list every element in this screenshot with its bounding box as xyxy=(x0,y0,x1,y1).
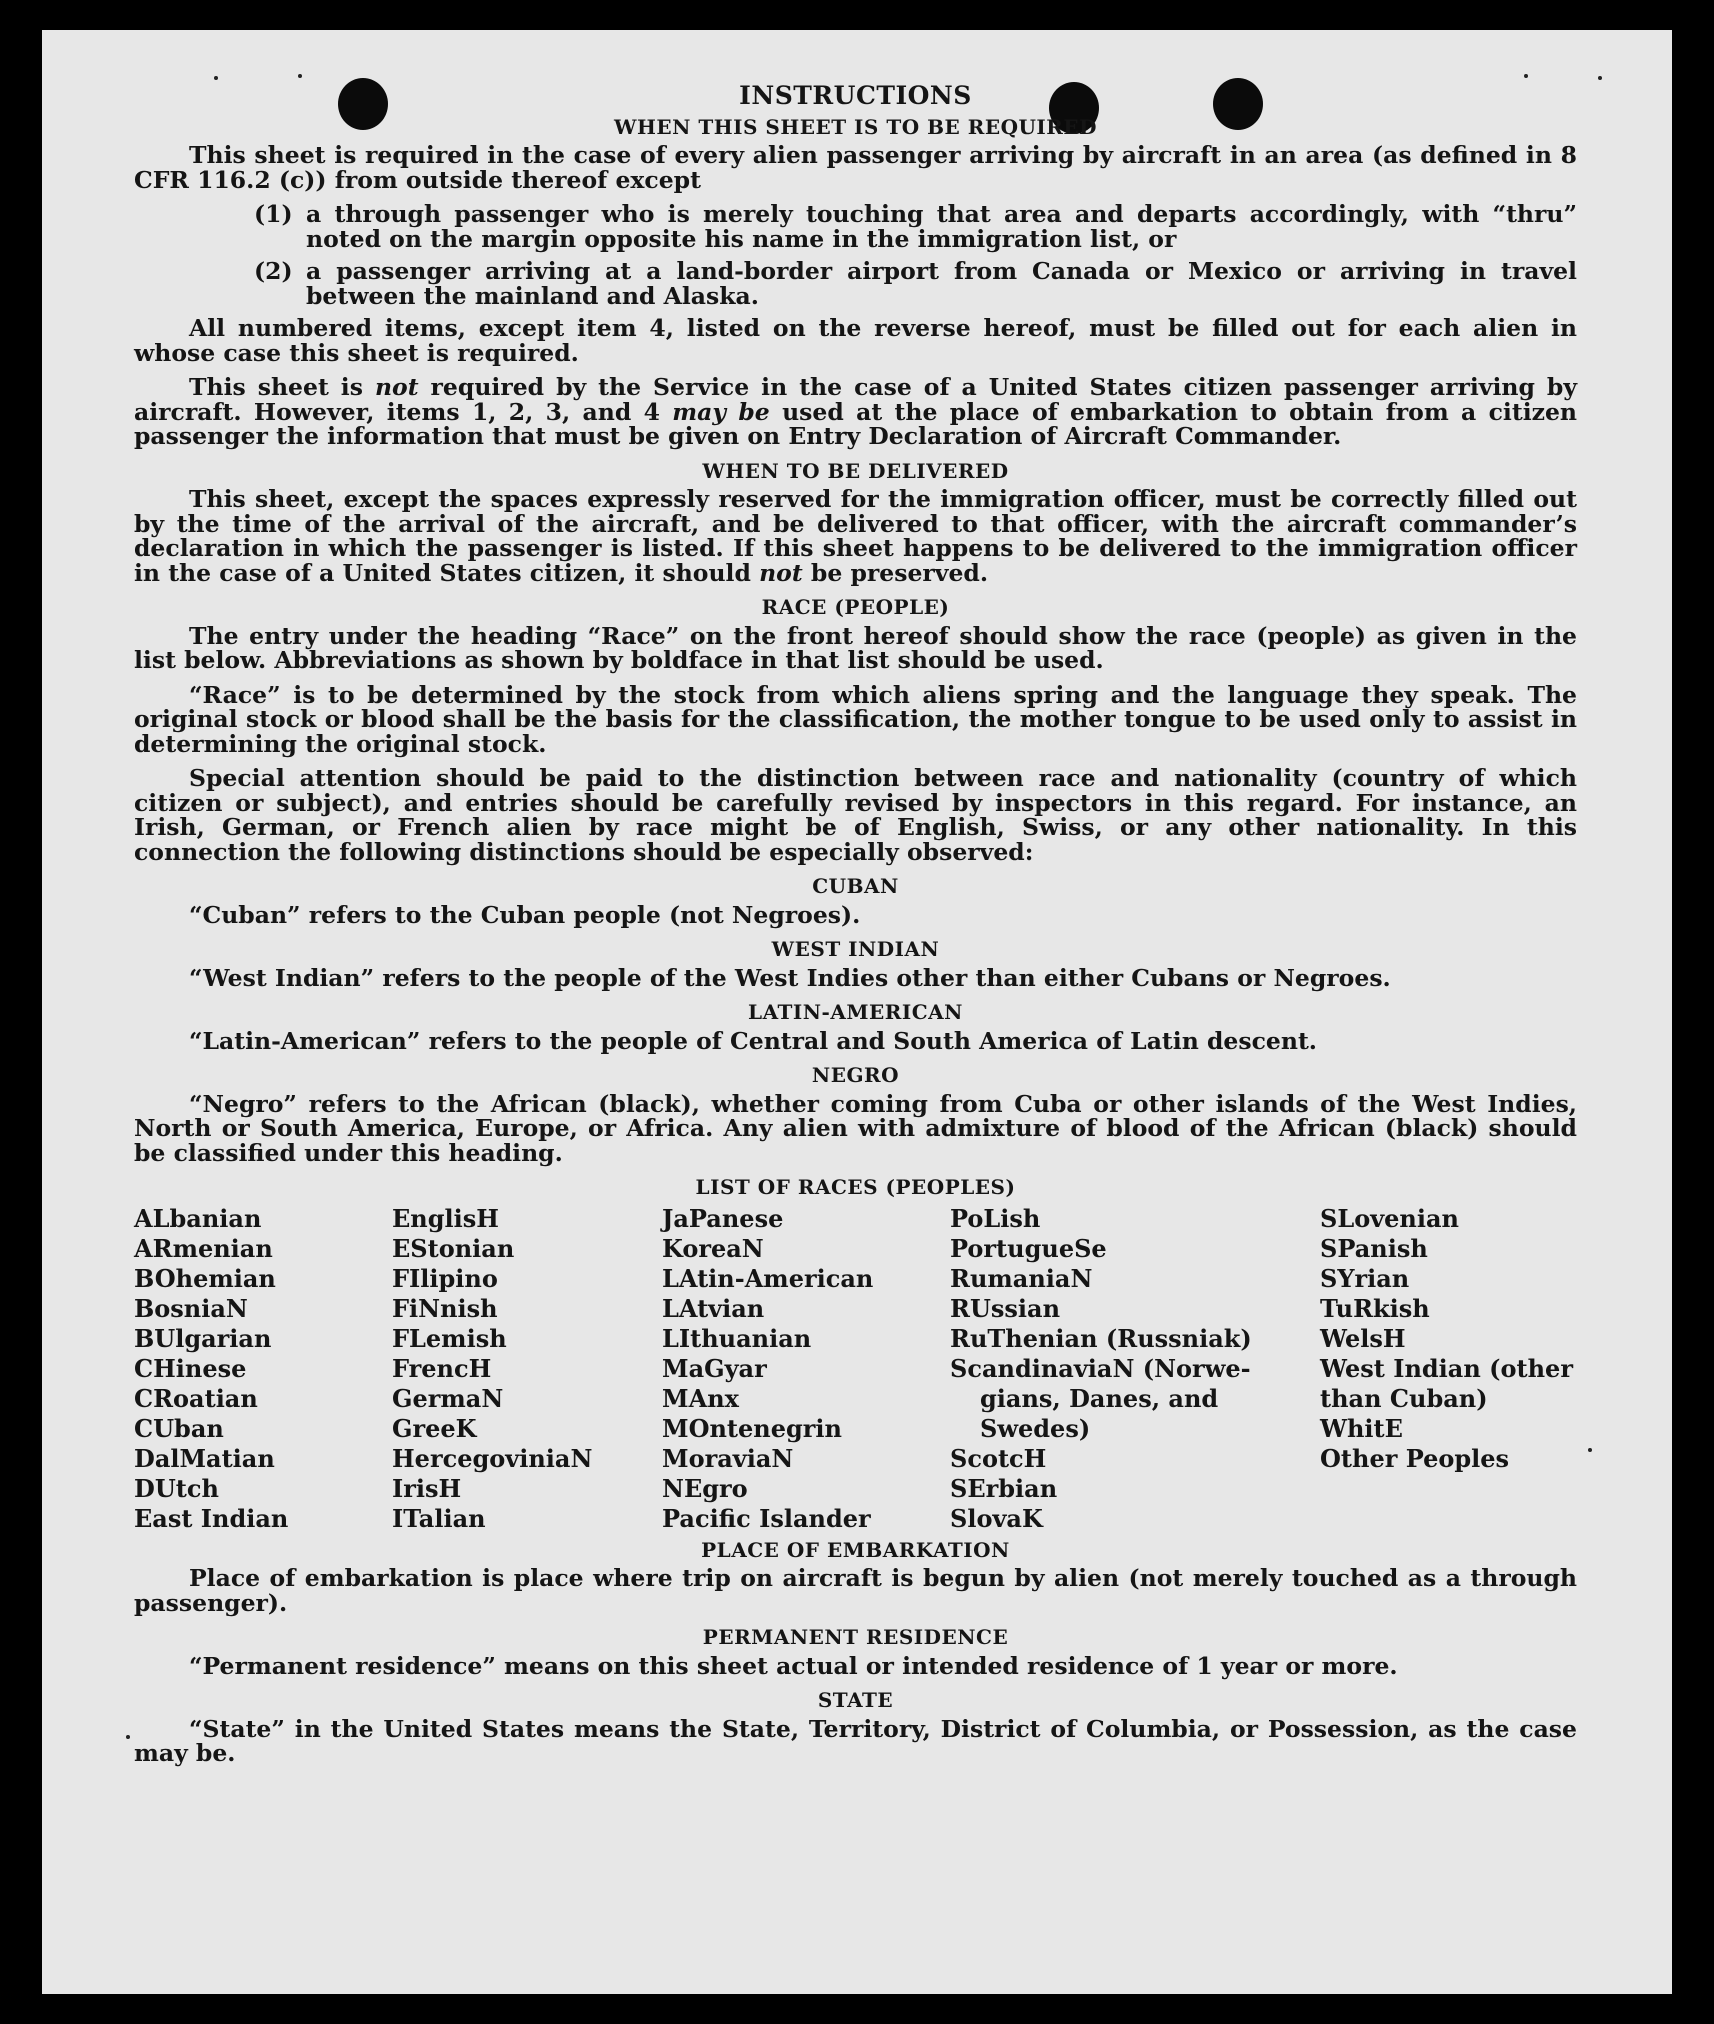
race-entry: SLovenian xyxy=(1320,1203,1459,1233)
race-entry: ScandinaviaN (Norwe- xyxy=(950,1353,1251,1383)
race-entry: BOhemian xyxy=(134,1263,276,1293)
race-entry: LIthuanian xyxy=(662,1323,812,1353)
speck xyxy=(1598,76,1602,80)
heading-cuban: CUBAN xyxy=(812,874,899,898)
race-entry: Pacific Islander xyxy=(662,1503,871,1533)
instructions-content xyxy=(134,81,1578,1776)
speck xyxy=(214,76,218,80)
heading-negro: NEGRO xyxy=(811,1063,900,1087)
document-sheet xyxy=(42,30,1672,1994)
race-entry: BUlgarian xyxy=(134,1323,272,1353)
race-entry: IrisH xyxy=(392,1473,462,1503)
speck xyxy=(126,1735,130,1739)
race-entry: LAtvian xyxy=(662,1293,765,1323)
race-entry: EnglisH xyxy=(392,1203,499,1233)
heading-state: STATE xyxy=(817,1688,894,1712)
race-entry: RUssian xyxy=(950,1293,1061,1323)
race-entry: GermaN xyxy=(392,1383,504,1413)
races-column-2 xyxy=(392,1204,662,1534)
race-entry: ALbanian xyxy=(134,1203,262,1233)
negro-text: “Negro” refers to the African (black), whether coming from Cuba or other islands of the West Indies, North or South America, Europe, or Africa. Any alien with admixture of blood of the African (black) should be classified under this heading. xyxy=(134,1089,1577,1167)
race-entry: SPanish xyxy=(1320,1233,1428,1263)
heading-required: WHEN THIS SHEET IS TO BE REQUIRED xyxy=(614,114,1097,139)
race-entry: FiNnish xyxy=(392,1293,498,1323)
race-entry: RumaniaN xyxy=(950,1263,1093,1293)
race-entry: FIlipino xyxy=(392,1263,498,1293)
race-entry: BosniaN xyxy=(134,1293,248,1323)
race-entry: PortugueSe xyxy=(950,1233,1107,1263)
race-entry: JaPanese xyxy=(662,1203,784,1233)
races-list xyxy=(134,1204,1577,1534)
race-entry: LAtin-American xyxy=(662,1263,874,1293)
race-entry: West Indian (other xyxy=(1320,1353,1573,1383)
race-entry: SYrian xyxy=(1320,1263,1410,1293)
page-title: INSTRUCTIONS xyxy=(739,81,972,110)
race-entry: MOntenegrin xyxy=(662,1413,842,1443)
race-entry: RuThenian (Russniak) xyxy=(950,1323,1252,1353)
text-run: This sheet is xyxy=(189,373,375,401)
race-entry: MaGyar xyxy=(662,1353,767,1383)
race-entry: TuRkish xyxy=(1320,1293,1430,1323)
race-para-3: Special attention should be paid to the distinction between race and nationality (country of which citizen or subject), and entries should be carefully revised by inspectors in this regard. For instance, an Irish, German, or French alien by race might be of English, Swiss, or any other nationality. In this connection the following distinctions should be especially observed: xyxy=(134,764,1577,866)
race-entry: Swedes) xyxy=(980,1413,1091,1443)
race-entry: CHinese xyxy=(134,1353,247,1383)
italic-text: not xyxy=(374,373,419,401)
text-run: required by the Service in the case of a United States citizen passenger arriving by aircraft. However, items 1, 2, 3, and 4 xyxy=(134,373,1577,426)
text-run: This sheet, except the spaces expressly reserved for the immigration officer, must be correctly filled out by the time of the arrival of the aircraft, and be delivered to that officer, with the aircraft commander’s declaration in which the passenger is listed. If this sheet happens to be delivered to the immigration officer in the case of a United States citizen, it should xyxy=(134,485,1577,587)
text-run: be preserved. xyxy=(802,558,989,587)
item-number: (2) xyxy=(254,257,293,285)
race-entry: PoLish xyxy=(950,1203,1041,1233)
race-entry: CUban xyxy=(134,1413,224,1443)
race-entry: than Cuban) xyxy=(1320,1383,1488,1413)
races-column-5 xyxy=(1320,1204,1577,1534)
races-column-4 xyxy=(950,1204,1320,1534)
heading-latin-american: LATIN-AMERICAN xyxy=(748,1000,963,1024)
race-entry: ITalian xyxy=(392,1503,486,1533)
numbered-item-1 xyxy=(254,202,1577,251)
race-entry: WhitE xyxy=(1320,1413,1403,1443)
race-entry: NEgro xyxy=(662,1473,748,1503)
heading-race: RACE (PEOPLE) xyxy=(761,595,950,619)
numbered-item-2 xyxy=(254,259,1577,308)
race-entry: SlovaK xyxy=(950,1503,1043,1533)
race-entry: GreeK xyxy=(392,1413,477,1443)
race-entry: MoraviaN xyxy=(662,1443,794,1473)
embarkation-text: Place of embarkation is place where trip on aircraft is begun by alien (not merely touched as a through passenger). xyxy=(134,1564,1577,1617)
race-entry: EStonian xyxy=(392,1233,515,1263)
state-text: “State” in the United States means the State, Territory, District of Columbia, or Possession, as the case may be. xyxy=(134,1714,1577,1767)
west-indian-text: “West Indian” refers to the people of the West Indies other than either Cubans or Negroes. xyxy=(189,963,1391,992)
speck xyxy=(1524,74,1528,78)
race-para-1: The entry under the heading “Race” on the front hereof should show the race (people) as given in the list below. Abbreviations as shown by boldface in that list should be used. xyxy=(134,621,1577,674)
races-column-3 xyxy=(662,1204,950,1534)
race-entry: CRoatian xyxy=(134,1383,258,1413)
race-entry: HercegoviniaN xyxy=(392,1443,593,1473)
race-entry: ScotcH xyxy=(950,1443,1047,1473)
item-text: a passenger arriving at a land-border airport from Canada or Mexico or arriving in travel between the mainland and Alaska. xyxy=(306,257,1577,310)
speck xyxy=(298,74,302,78)
residence-text: “Permanent residence” means on this sheet actual or intended residence of 1 year or more. xyxy=(189,1651,1398,1680)
race-entry: ARmenian xyxy=(134,1233,273,1263)
race-entry: KoreaN xyxy=(662,1233,764,1263)
heading-embarkation: PLACE OF EMBARKATION xyxy=(701,1537,1010,1562)
required-para-3 xyxy=(134,375,1577,449)
race-entry: SErbian xyxy=(950,1473,1058,1503)
race-entry: Other Peoples xyxy=(1320,1443,1510,1473)
text-run: used at the place of embarkation to obtain from a citizen passenger the information that must be given on Entry Declaration of Aircraft Commander. xyxy=(134,397,1578,450)
race-entry: gians, Danes, and xyxy=(980,1383,1219,1413)
required-intro: This sheet is required in the case of every alien passenger arriving by aircraft in an area (as defined in 8 CFR 116.2 (c)) from outside thereof except xyxy=(134,141,1577,194)
item-number: (1) xyxy=(254,200,293,228)
latin-american-text: “Latin-American” refers to the people of Central and South America of Latin descent. xyxy=(189,1026,1317,1055)
race-entry: MAnx xyxy=(662,1383,739,1413)
heading-delivered: WHEN TO BE DELIVERED xyxy=(702,458,1009,483)
race-entry: FLemish xyxy=(392,1323,507,1353)
italic-text: not xyxy=(759,558,803,587)
heading-list-of-races: LIST OF RACES (PEOPLES) xyxy=(695,1175,1016,1199)
italic-text: may be xyxy=(672,397,770,426)
item-text: a through passenger who is merely touching that area and departs accordingly, with “thru” noted on the margin opposite his name in the immigration list, or xyxy=(306,200,1577,253)
race-entry: East Indian xyxy=(134,1503,289,1533)
race-entry: DalMatian xyxy=(134,1443,275,1473)
race-para-2: “Race” is to be determined by the stock from which aliens spring and the language they speak. The original stock or blood shall be the basis for the classification, the mother tongue to be used only to assist in determining the original stock. xyxy=(134,680,1577,758)
race-entry: DUtch xyxy=(134,1473,219,1503)
speck xyxy=(1588,1448,1592,1452)
race-entry: FrencH xyxy=(392,1353,492,1383)
delivered-text xyxy=(134,487,1577,585)
race-entry: WelsH xyxy=(1320,1323,1406,1353)
required-para-2: All numbered items, except item 4, listed on the reverse hereof, must be filled out for each alien in whose case this sheet is required. xyxy=(134,314,1577,367)
heading-west-indian: WEST INDIAN xyxy=(771,937,940,961)
heading-permanent-residence: PERMANENT RESIDENCE xyxy=(702,1625,1009,1649)
races-column-1 xyxy=(134,1204,392,1534)
cuban-text: “Cuban” refers to the Cuban people (not Negroes). xyxy=(189,900,861,929)
